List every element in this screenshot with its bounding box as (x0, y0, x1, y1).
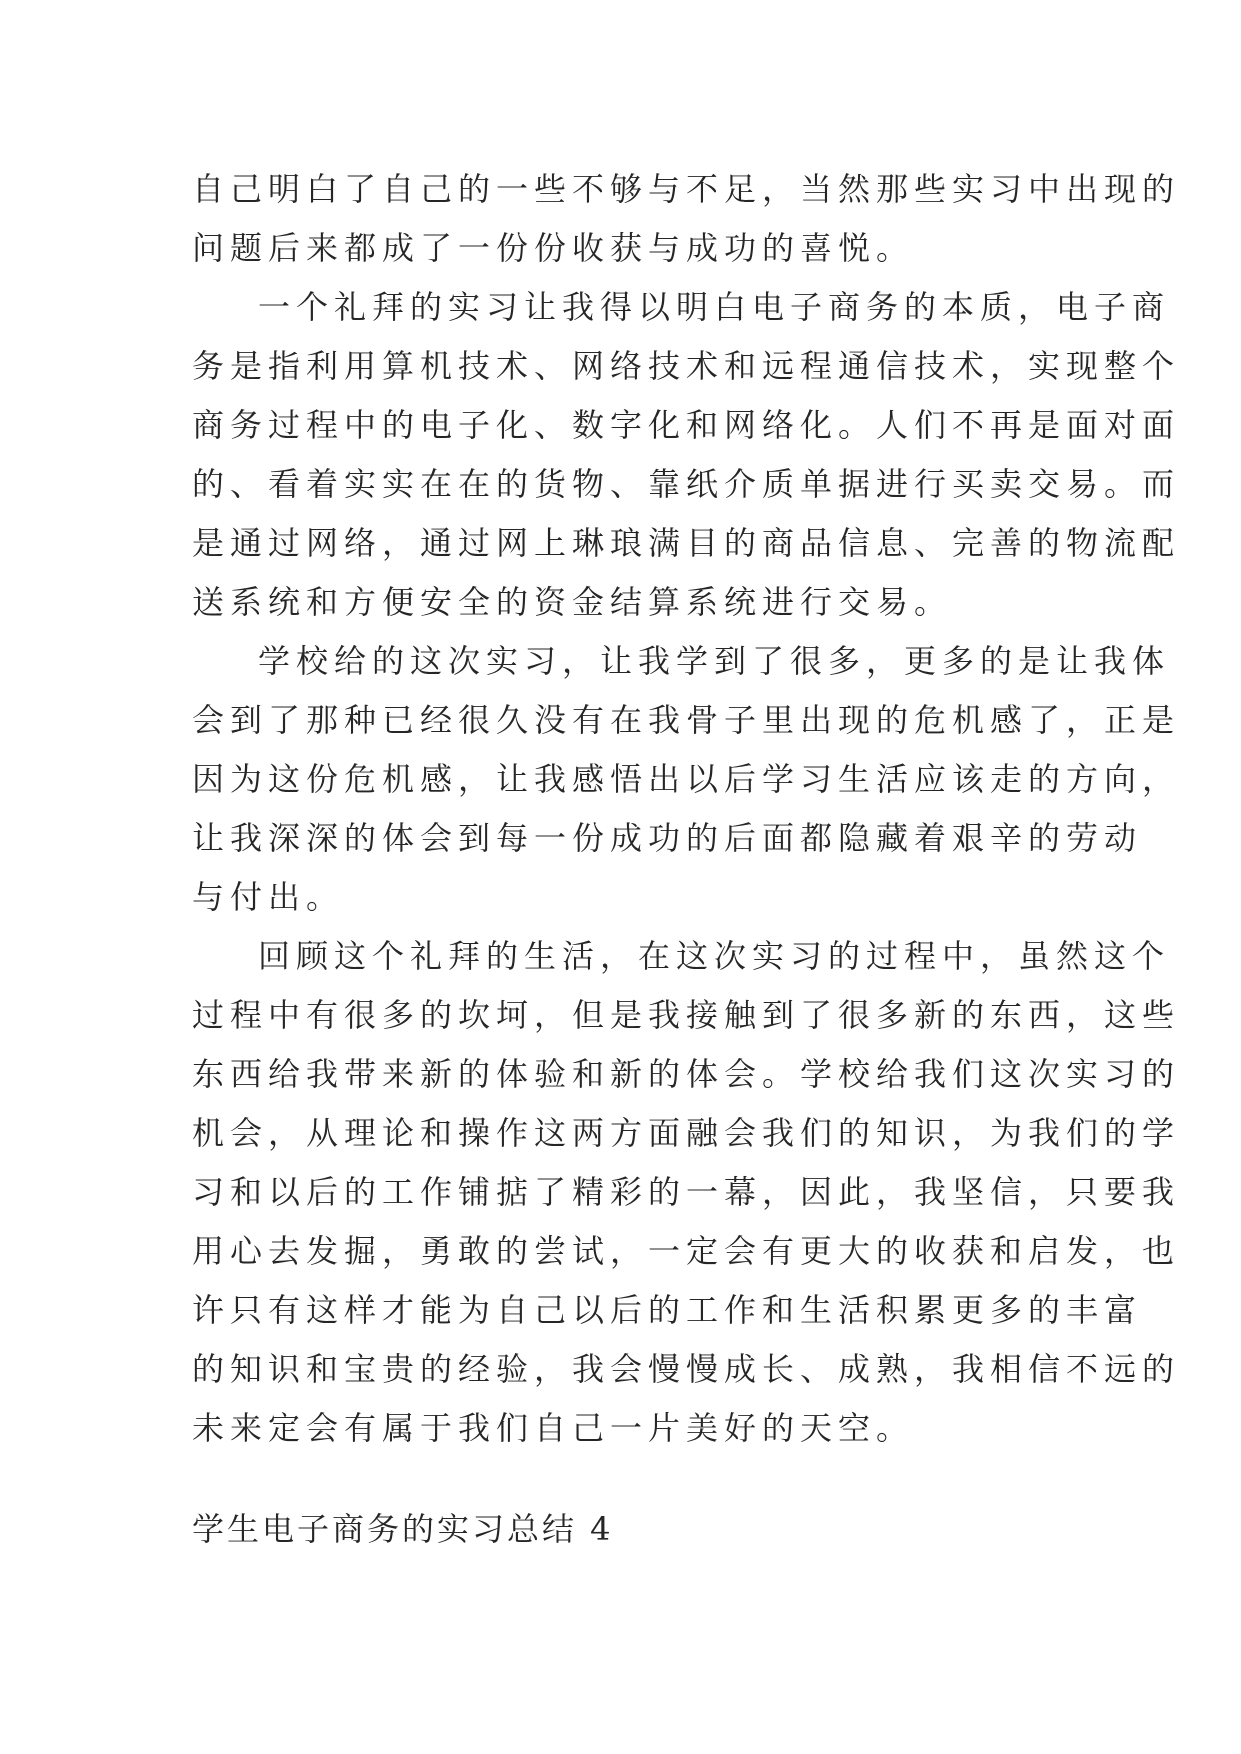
text-line: 习和以后的工作铺掂了精彩的一幕，因此，我坚信，只要我 (192, 1173, 1181, 1211)
paragraph-first-line: 学校给的这次实习，让我学到了很多，更多的是让我体 (258, 642, 1171, 680)
text-line: 与付出。 (192, 878, 345, 916)
text-line: 用心去发掘，勇敢的尝试，一定会有更大的收获和启发，也 (192, 1232, 1181, 1270)
text-line: 未来定会有属于我们自己一片美好的天空。 (192, 1409, 915, 1447)
text-line: 过程中有很多的坎坷，但是我接触到了很多新的东西，这些 (192, 996, 1181, 1034)
text-line: 务是指利用算机技术、网络技术和远程通信技术，实现整个 (192, 347, 1181, 385)
text-line: 的、看着实实在在的货物、靠纸介质单据进行买卖交易。而 (192, 465, 1181, 503)
text-line: 会到了那种已经很久没有在我骨子里出现的危机感了，正是 (192, 701, 1181, 739)
paragraph-first-line: 回顾这个礼拜的生活，在这次实习的过程中，虽然这个 (258, 937, 1171, 975)
text-line: 是通过网络，通过网上琳琅满目的商品信息、完善的物流配 (192, 524, 1181, 562)
body-text (192, 160, 1181, 1458)
text-line: 自己明白了自己的一些不够与不足，当然那些实习中出现的 (192, 170, 1181, 208)
paragraph-first-line: 一个礼拜的实习让我得以明白电子商务的本质，电子商 (258, 288, 1171, 326)
text-line: 机会，从理论和操作这两方面融会我们的知识，为我们的学 (192, 1114, 1181, 1152)
text-line: 让我深深的体会到每一份成功的后面都隐藏着艰辛的劳动 (192, 819, 1143, 857)
text-line: 东西给我带来新的体验和新的体会。学校给我们这次实习的 (192, 1055, 1181, 1093)
section-heading: 学生电子商务的实习总结 4 (192, 1510, 614, 1548)
text-line: 问题后来都成了一份份收获与成功的喜悦。 (192, 229, 915, 267)
text-line: 许只有这样才能为自己以后的工作和生活积累更多的丰富 (192, 1291, 1143, 1329)
text-line: 商务过程中的电子化、数字化和网络化。人们不再是面对面 (192, 406, 1181, 444)
text-line: 的知识和宝贵的经验，我会慢慢成长、成熟，我相信不远的 (192, 1350, 1181, 1388)
text-line: 送系统和方便安全的资金结算系统进行交易。 (192, 583, 953, 621)
text-line: 因为这份危机感，让我感悟出以后学习生活应该走的方向， (192, 760, 1181, 798)
